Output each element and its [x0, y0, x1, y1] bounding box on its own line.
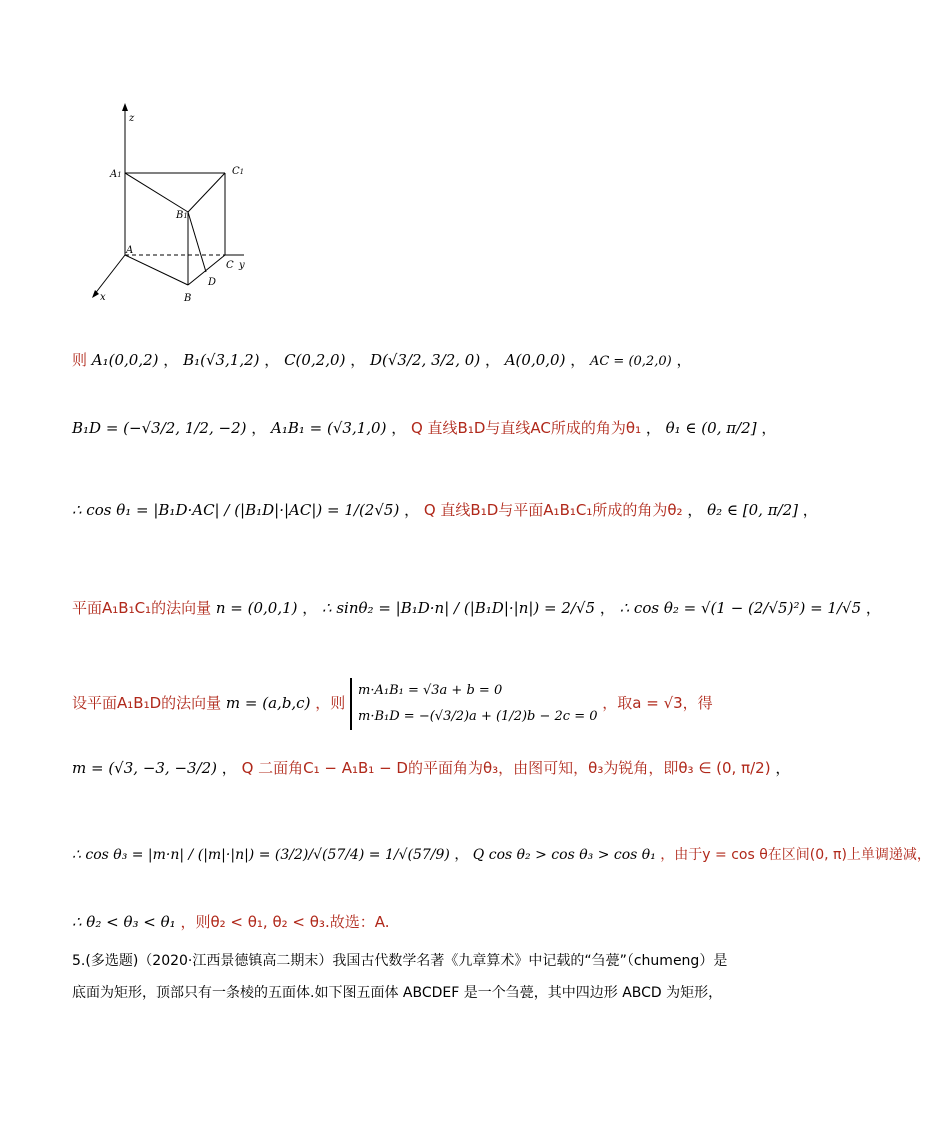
- x-axis: [94, 255, 125, 295]
- label-B1: B1: [176, 210, 188, 221]
- label-x: x: [100, 292, 106, 303]
- label-C1: C1: [232, 166, 245, 177]
- solution-line-3: ∴ cos θ₁ = |B₁D·AC| / (|B₁D|·|AC|) = 1/(2√5) ， Q 直线B₁D与平面A₁B₁C₁所成的角为θ₂ ， θ₂ ∈ [0, π/2] ，: [72, 501, 818, 519]
- label-A1: A1: [110, 169, 122, 180]
- x-arrow: [92, 290, 99, 298]
- solution-line-8: ∴ θ₂ < θ₃ < θ₁ ，则θ₂ < θ₁, θ₂ < θ₃.故选：A.: [72, 913, 390, 931]
- edge-A-B: [125, 255, 188, 285]
- label-A: A: [126, 245, 134, 256]
- problem-5-line-2: 底面为矩形，顶部只有一条棱的五面体.如下图五面体 ABCDEF 是一个刍甍，其中四边形 ABCD 为矩形，: [72, 985, 723, 1001]
- edge-B1-C1: [188, 173, 225, 212]
- solution-line-4: 平面A₁B₁C₁的法向量 n = (0,0,1) ， ∴ sinθ₂ = |B₁D·n| / (|B₁D|·|n|) = 2/√5 ， ∴ cos θ₂ = √(1 − (2/√5)²) = 1/√5 ，: [72, 599, 881, 617]
- edge-B-C: [188, 255, 225, 285]
- z-arrow: [122, 103, 128, 111]
- edge-A1-B1: [125, 173, 188, 212]
- solution-line-1: 则 A₁(0,0,2) ， B₁(√3,1,2) ， C(0,2,0) ， D(√3/2, 3/2, 0) ， A(0,0,0) ， AC = (0,2,0) ，: [72, 351, 692, 369]
- label-z: z: [129, 113, 135, 124]
- solution-line-6: m = (√3, −3, −3/2) ， Q 二面角C₁ − A₁B₁ − D的平面角为θ₃，由图可知，θ₃为锐角，即θ₃ ∈ (0, π/2) ，: [72, 759, 791, 777]
- label-y: y: [239, 260, 245, 271]
- label-C: C: [226, 260, 234, 271]
- label-D: D: [208, 277, 217, 288]
- solution-line-5: 设平面A₁B₁D的法向量 m = (a,b,c) ，则 m·A₁B₁ = √3a + b = 0 m·B₁D = −(√3/2)a + (1/2)b − 2c = 0 ，取a = √3，得: [72, 678, 713, 730]
- problem-5-line-1: 5.(多选题)（2020·江西景德镇高二期末）我国古代数学名著《九章算术》中记载的“刍甍”（chumeng）是: [72, 953, 728, 969]
- solution-line-2: B₁D = (−√3/2, 1/2, −2) ， A₁B₁ = (√3,1,0) ， Q 直线B₁D与直线AC所成的角为θ₁ ， θ₁ ∈ (0, π/2] ，: [72, 419, 777, 437]
- edge-B1-D: [188, 212, 206, 272]
- equation-system: m·A₁B₁ = √3a + b = 0 m·B₁D = −(√3/2)a + (1/2)b − 2c = 0: [350, 678, 597, 730]
- solution-line-7: ∴ cos θ₃ = |m·n| / (|m|·|n|) = (3/2)/√(57/4) = 1/√(57/9) ， Q cos θ₂ > cos θ₃ > cos θ₁ ，由于y = cos θ在区间(0, π)上单调递减，: [72, 847, 931, 863]
- label-B: B: [184, 293, 192, 304]
- prism-figure: [82, 95, 262, 310]
